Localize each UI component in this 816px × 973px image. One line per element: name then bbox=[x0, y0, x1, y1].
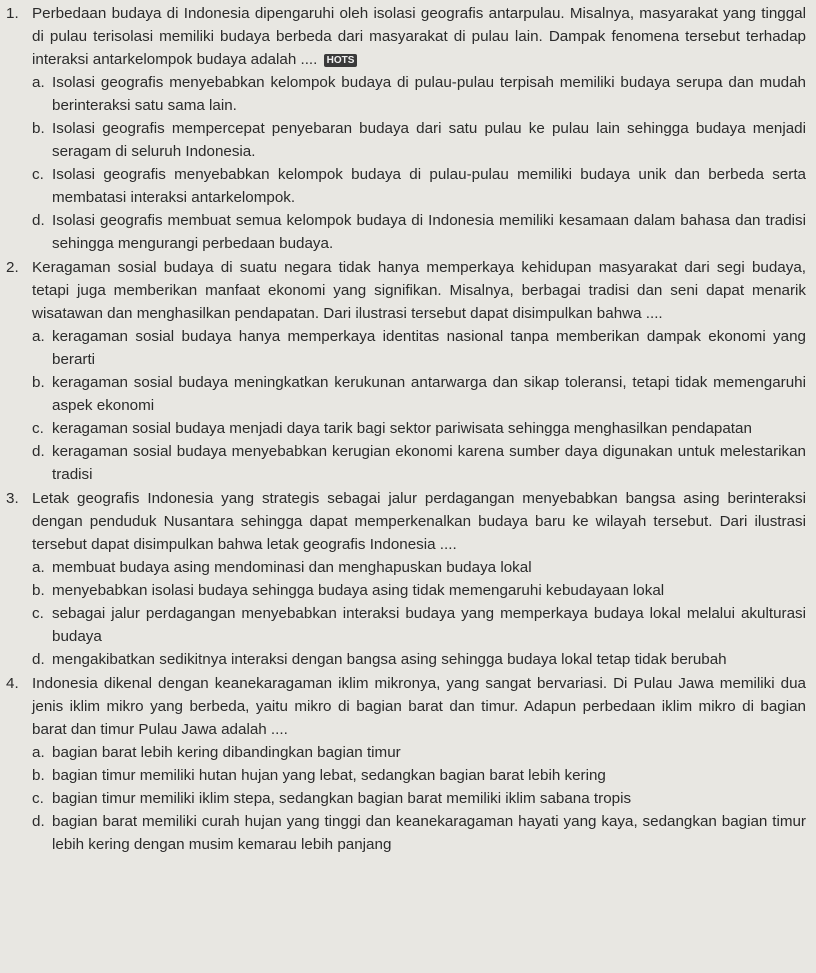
option-a bbox=[32, 556, 806, 579]
question-text: Indonesia dikenal dengan keanekaragaman iklim mikronya, yang sangat bervariasi. Di Pulau Jawa memiliki dua jenis iklim mikro yang berbeda, yaitu mikro di bagian barat dan timur. Adapun perbedaan iklim mikro di bagian barat dan timur Pulau Jawa adalah .... bbox=[32, 675, 806, 738]
option-letter: a. bbox=[32, 328, 45, 345]
question-body bbox=[32, 487, 806, 671]
question-text bbox=[32, 2, 806, 71]
option-c bbox=[32, 602, 806, 648]
option-letter: b. bbox=[32, 374, 45, 391]
option-b bbox=[32, 371, 806, 417]
option-text: membuat budaya asing mendominasi dan menghapuskan budaya lokal bbox=[52, 559, 532, 576]
question-number: 1. bbox=[6, 5, 19, 22]
option-d bbox=[32, 209, 806, 255]
question-body bbox=[32, 672, 806, 856]
option-text: keragaman sosial budaya menyebabkan kerugian ekonomi karena sumber daya digunakan untuk melestarikan tradisi bbox=[52, 443, 806, 483]
option-text: bagian barat lebih kering dibandingkan bagian timur bbox=[52, 744, 401, 761]
option-b bbox=[32, 579, 806, 602]
question-text: Letak geografis Indonesia yang strategis sebagai jalur perdagangan menyebabkan bangsa asing berinteraksi dengan penduduk Nusantara sehingga dapat memperkenalkan budaya baru ke wilayah tersebut. Dari ilustrasi tersebut dapat disimpulkan bahwa letak geografis Indonesia .... bbox=[32, 490, 806, 553]
option-letter: a. bbox=[32, 744, 45, 761]
option-a bbox=[32, 741, 806, 764]
option-text: sebagai jalur perdagangan menyebabkan interaksi budaya yang memperkaya budaya lokal melalui akulturasi budaya bbox=[52, 605, 806, 645]
option-text: Isolasi geografis mempercepat penyebaran budaya dari satu pulau ke pulau lain sehingga budaya menjadi seragam di seluruh Indonesia. bbox=[52, 120, 806, 160]
question-4 bbox=[6, 672, 806, 856]
option-text: keragaman sosial budaya hanya memperkaya identitas nasional tanpa memberikan dampak ekonomi yang berarti bbox=[52, 328, 806, 368]
question-body bbox=[32, 2, 806, 255]
option-text: menyebabkan isolasi budaya sehingga budaya asing tidak memengaruhi kebudayaan lokal bbox=[52, 582, 665, 599]
option-a bbox=[32, 71, 806, 117]
option-letter: b. bbox=[32, 120, 45, 137]
option-text: Isolasi geografis menyebabkan kelompok budaya di pulau-pulau terpisah memiliki budaya serupa dan mudah berinteraksi satu sama lain. bbox=[52, 74, 806, 114]
option-b bbox=[32, 117, 806, 163]
option-letter: d. bbox=[32, 651, 45, 668]
option-letter: b. bbox=[32, 582, 45, 599]
question-number: 4. bbox=[6, 675, 19, 692]
option-letter: d. bbox=[32, 212, 45, 229]
question-body bbox=[32, 256, 806, 486]
option-b bbox=[32, 764, 806, 787]
option-d bbox=[32, 440, 806, 486]
option-text: bagian timur memiliki iklim stepa, sedangkan bagian barat memiliki iklim sabana tropis bbox=[52, 790, 632, 807]
question-number: 3. bbox=[6, 490, 19, 507]
question-number: 2. bbox=[6, 259, 19, 276]
option-letter: d. bbox=[32, 443, 45, 460]
option-c bbox=[32, 787, 806, 810]
option-c bbox=[32, 417, 806, 440]
option-letter: c. bbox=[32, 166, 44, 183]
option-text: bagian timur memiliki hutan hujan yang lebat, sedangkan bagian barat lebih kering bbox=[52, 767, 606, 784]
hots-badge: HOTS bbox=[324, 54, 358, 67]
option-letter: a. bbox=[32, 559, 45, 576]
option-letter: d. bbox=[32, 813, 45, 830]
option-d bbox=[32, 810, 806, 856]
option-letter: b. bbox=[32, 767, 45, 784]
question-stem: Perbedaan budaya di Indonesia dipengaruhi oleh isolasi geografis antarpulau. Misalnya, masyarakat yang tinggal di pulau terisolasi memiliki budaya berbeda dari masyarakat di pulau lain. Dampak fenomena tersebut terhadap interaksi antarkelompok budaya adalah .... bbox=[32, 5, 806, 68]
option-letter: a. bbox=[32, 74, 45, 91]
option-a bbox=[32, 325, 806, 371]
option-letter: c. bbox=[32, 605, 44, 622]
question-text: Keragaman sosial budaya di suatu negara tidak hanya memperkaya kehidupan masyarakat dari segi budaya, tetapi juga memberikan manfaat ekonomi yang signifikan. Misalnya, berbagai tradisi dan seni dapat menarik wisatawan dan menghasilkan pendapatan. Dari ilustrasi tersebut dapat disimpulkan bahwa .... bbox=[32, 259, 806, 322]
option-d bbox=[32, 648, 806, 671]
option-text: Isolasi geografis menyebabkan kelompok budaya di pulau-pulau memiliki budaya unik dan berbeda serta membatasi interaksi antarkelompok. bbox=[52, 166, 806, 206]
question-3 bbox=[6, 487, 806, 671]
option-letter: c. bbox=[32, 790, 44, 807]
question-2 bbox=[6, 256, 806, 486]
option-text: keragaman sosial budaya meningkatkan kerukunan antarwarga dan sikap toleransi, tetapi tidak memengaruhi aspek ekonomi bbox=[52, 374, 806, 414]
option-text: keragaman sosial budaya menjadi daya tarik bagi sektor pariwisata sehingga menghasilkan pendapatan bbox=[52, 420, 752, 437]
option-letter: c. bbox=[32, 420, 44, 437]
option-c bbox=[32, 163, 806, 209]
option-text: mengakibatkan sedikitnya interaksi dengan bangsa asing sehingga budaya lokal tetap tidak berubah bbox=[52, 651, 727, 668]
question-1 bbox=[6, 2, 806, 255]
option-text: Isolasi geografis membuat semua kelompok budaya di Indonesia memiliki kesamaan dalam bahasa dan tradisi sehingga mengurangi perbedaan budaya. bbox=[52, 212, 806, 252]
option-text: bagian barat memiliki curah hujan yang tinggi dan keanekaragaman hayati yang kaya, sedangkan bagian timur lebih kering dengan musim kemarau lebih panjang bbox=[52, 813, 806, 853]
